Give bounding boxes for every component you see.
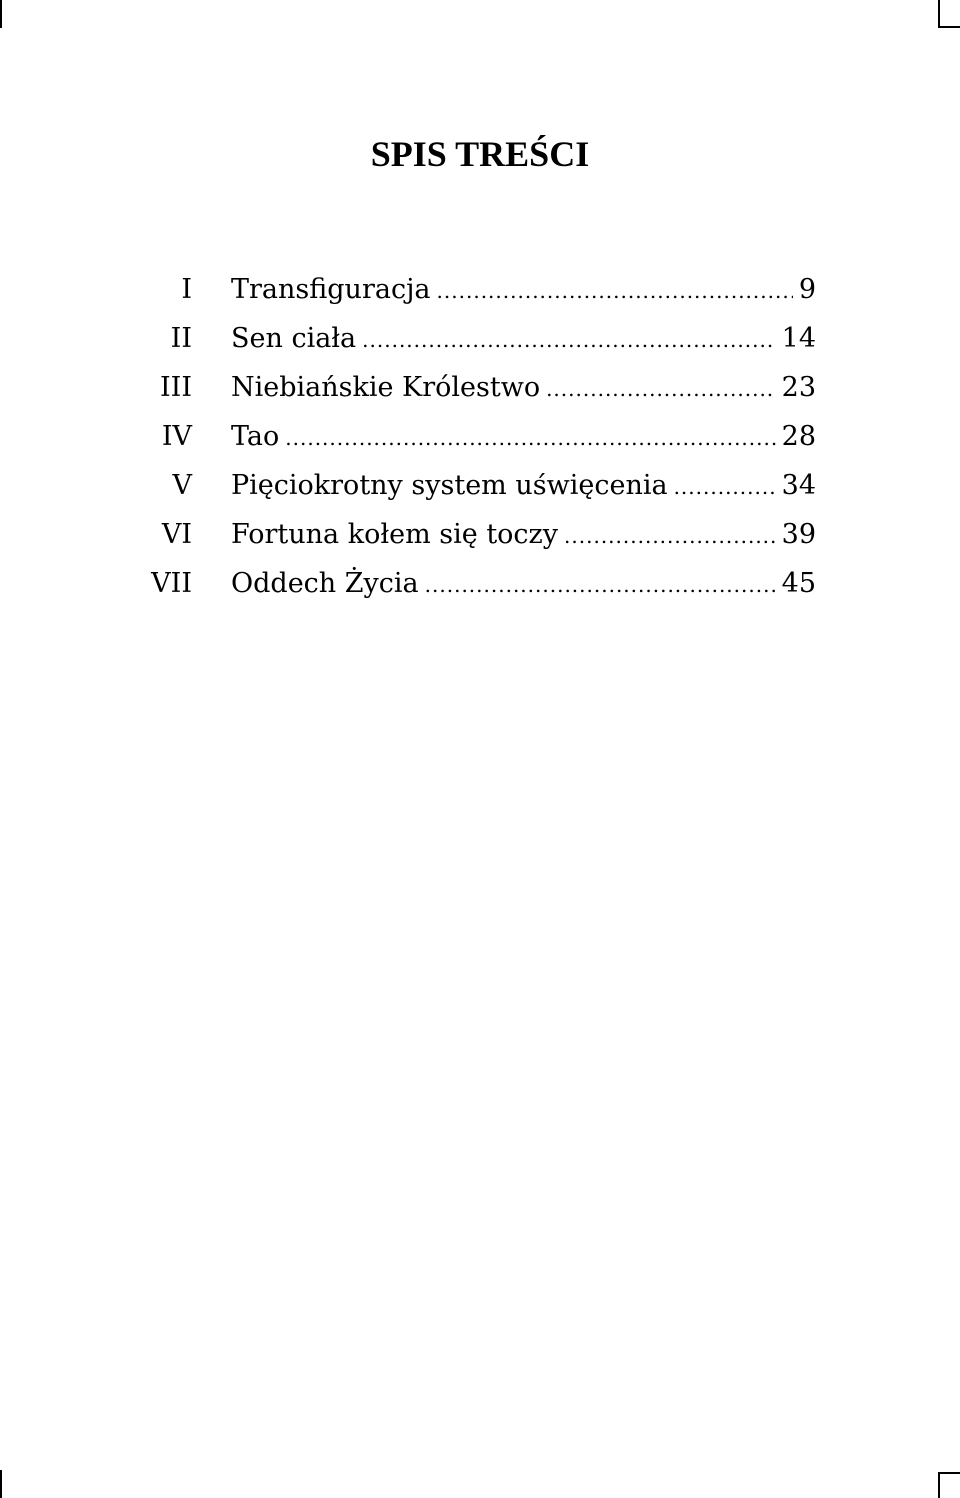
page-number: 28 xyxy=(781,421,816,452)
crop-mark-bottom-right-horizontal xyxy=(938,1472,960,1474)
chapter-title: Niebiańskie Królestwo xyxy=(231,372,541,403)
crop-mark-top-left xyxy=(0,0,2,28)
toc-entry[interactable] xyxy=(130,270,816,319)
chapter-number: VI xyxy=(161,519,192,550)
crop-mark-top-right-vertical xyxy=(938,0,940,26)
table-of-contents xyxy=(130,270,816,613)
chapter-title: Fortuna kołem się toczy xyxy=(231,519,559,550)
toc-entry[interactable] xyxy=(130,466,816,515)
dot-leader xyxy=(425,565,776,605)
dot-leader xyxy=(437,271,793,311)
page-number: 23 xyxy=(781,372,816,403)
toc-entry[interactable] xyxy=(130,368,816,417)
dot-leader xyxy=(285,418,775,458)
page-number: 34 xyxy=(781,470,816,501)
page-number: 45 xyxy=(781,568,816,599)
toc-entry[interactable] xyxy=(130,417,816,466)
chapter-title: Pięciokrotny system uświęcenia xyxy=(231,470,668,501)
chapter-number: IV xyxy=(161,421,192,452)
chapter-title: Oddech Życia xyxy=(231,568,419,599)
chapter-number: VII xyxy=(151,568,192,599)
page-number: 14 xyxy=(781,323,816,354)
dot-leader xyxy=(564,516,776,556)
chapter-title: Sen ciała xyxy=(231,323,357,354)
crop-mark-bottom-right-vertical xyxy=(938,1474,940,1498)
toc-entry[interactable] xyxy=(130,564,816,613)
dot-leader xyxy=(546,369,776,409)
crop-mark-top-right-horizontal xyxy=(938,26,960,28)
chapter-number: I xyxy=(181,274,192,305)
toc-entry[interactable] xyxy=(130,515,816,564)
page-number: 39 xyxy=(781,519,816,550)
chapter-title: Tao xyxy=(231,421,280,452)
page-number: 9 xyxy=(798,274,816,305)
dot-leader xyxy=(674,467,776,507)
chapter-number: II xyxy=(170,323,192,354)
dot-leader xyxy=(362,320,775,360)
chapter-number: V xyxy=(172,470,192,501)
chapter-number: III xyxy=(160,372,192,403)
toc-entry[interactable] xyxy=(130,319,816,368)
page-title: SPIS TREŚCI xyxy=(370,134,590,174)
crop-mark-bottom-left xyxy=(0,1470,2,1498)
chapter-title: Transfiguracja xyxy=(231,274,431,305)
